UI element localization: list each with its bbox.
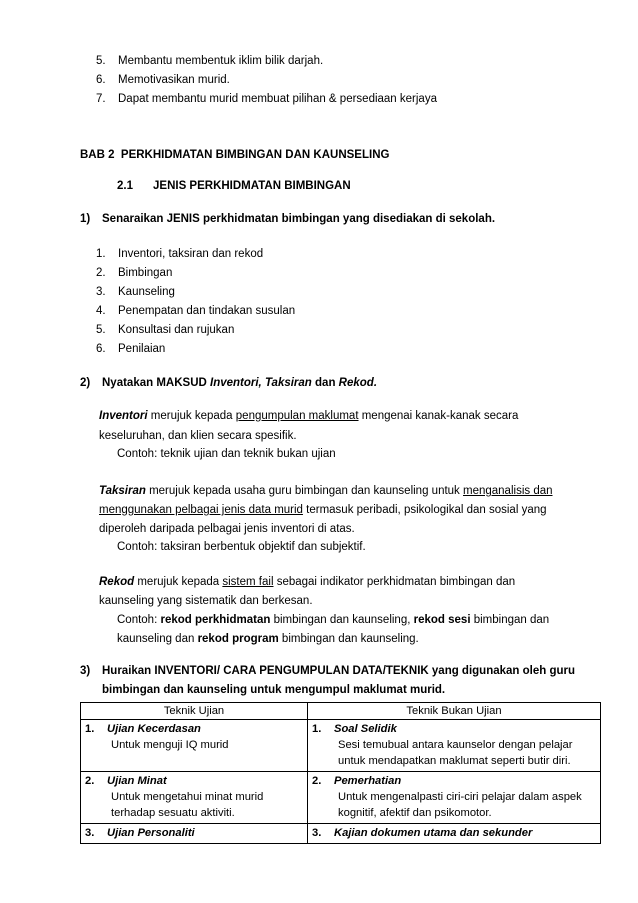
column-header: Teknik Ujian bbox=[81, 703, 308, 720]
section-heading: 2.1 JENIS PERKHIDMATAN BIMBINGAN bbox=[117, 180, 351, 192]
question-1: 1) Senaraikan JENIS perkhidmatan bimbingan yang disediakan di sekolah. bbox=[80, 213, 496, 225]
question-3: 3) Huraikan INVENTORI/ CARA PENGUMPULAN DATA/TEKNIK yang digunakan oleh guru bbox=[80, 665, 576, 677]
list-item: 4. Penempatan dan tindakan susulan bbox=[96, 305, 296, 317]
list-item: 5. Konsultasi dan rujukan bbox=[96, 324, 235, 336]
list-item: 6. Penilaian bbox=[96, 343, 166, 355]
intro-item-6: 6. Memotivasikan murid. bbox=[96, 74, 230, 86]
technique-table bbox=[80, 702, 601, 844]
question-2: 2) Nyatakan MAKSUD Inventori, Taksiran dan Rekod. bbox=[80, 377, 378, 389]
question-3-cont: bimbingan dan kaunseling untuk mengumpul maklumat murid. bbox=[102, 684, 446, 696]
example-text: Contoh: taksiran berbentuk objektif dan subjektif. bbox=[117, 541, 366, 553]
column-header: Teknik Bukan Ujian bbox=[308, 703, 601, 720]
example-text: Contoh: rekod perkhidmatan bimbingan dan kaunseling, rekod sesi bimbingan dan bbox=[117, 614, 550, 626]
table-row: 1. Ujian Kecerdasan Untuk menguji IQ murid 1. Soal Selidik Sesi temubual antara kaunselor dengan pelajar untuk mendapatkan maklumat seperti butir diri. bbox=[81, 720, 601, 772]
intro-item-5: 5. Membantu membentuk iklim bilik darjah. bbox=[96, 55, 324, 67]
table-row: 2. Ujian Minat Untuk mengetahui minat murid terhadap sesuatu aktiviti. 2. Pemerhatian Untuk mengenalpasti ciri-ciri pelajar dalam aspek kognitif, afektif dan psikomotor. bbox=[81, 772, 601, 824]
table-row: 3. Ujian Personaliti 3. Kajian dokumen utama dan sekunder bbox=[81, 824, 601, 844]
list-item: 2. Bimbingan bbox=[96, 267, 173, 279]
list-item: 1. Inventori, taksiran dan rekod bbox=[96, 248, 264, 260]
intro-item-7: 7. Dapat membantu murid membuat pilihan & persediaan kerjaya bbox=[96, 93, 437, 105]
example-text: Contoh: teknik ujian dan teknik bukan ujian bbox=[117, 448, 336, 460]
chapter-heading: BAB 2 PERKHIDMATAN BIMBINGAN DAN KAUNSELING bbox=[80, 149, 390, 161]
table-header-row bbox=[81, 703, 601, 720]
list-item: 3. Kaunseling bbox=[96, 286, 175, 298]
